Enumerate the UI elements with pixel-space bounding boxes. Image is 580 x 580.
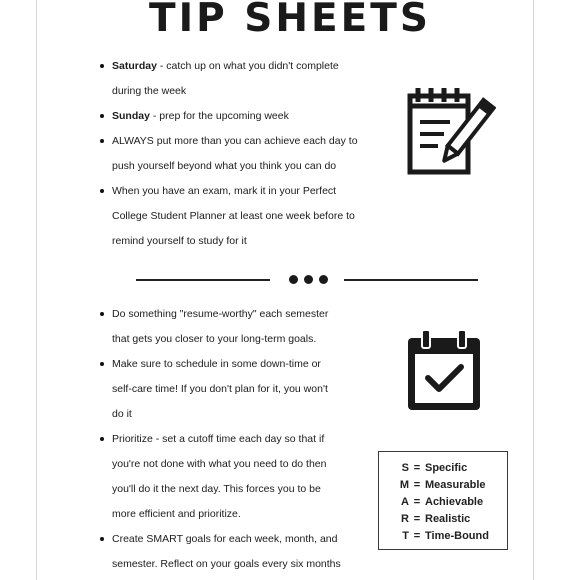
tip-text: Create SMART goals for each week, month, and bbox=[112, 533, 338, 545]
list-item-resume bbox=[98, 302, 370, 327]
equals-sign: = bbox=[413, 496, 421, 508]
smart-row-achievable bbox=[379, 494, 509, 511]
list-item-sunday bbox=[98, 104, 382, 129]
tip-text: College Student Planner at least one week before to bbox=[112, 210, 355, 222]
calendar-ring bbox=[422, 330, 430, 348]
weekly-tips-list bbox=[98, 54, 382, 254]
tip-text: - catch up on what you didn't complete bbox=[156, 60, 339, 72]
equals-sign: = bbox=[413, 530, 421, 542]
tip-text: more efficient and prioritize. bbox=[112, 508, 241, 520]
list-item-continuation bbox=[98, 204, 382, 229]
smart-letter: S bbox=[401, 462, 409, 474]
list-item-continuation bbox=[98, 452, 370, 477]
list-item-continuation bbox=[98, 229, 382, 254]
list-item-self-care bbox=[98, 352, 370, 377]
list-item-continuation bbox=[98, 327, 370, 352]
smart-letter: M bbox=[399, 479, 409, 491]
tip-text: ALWAYS put more than you can achieve each day to bbox=[112, 135, 358, 147]
equals-sign: = bbox=[413, 479, 421, 491]
list-item-continuation bbox=[98, 79, 382, 104]
smart-word: Achievable bbox=[425, 496, 484, 508]
divider-line-left bbox=[136, 279, 270, 281]
list-item-always bbox=[98, 129, 382, 154]
tip-text: Do something "resume-worthy" each semester bbox=[112, 308, 329, 320]
tip-text: do it bbox=[112, 408, 132, 420]
smart-word: Time-Bound bbox=[425, 530, 489, 542]
divider-line-right bbox=[344, 279, 478, 281]
dot bbox=[319, 275, 328, 284]
dot bbox=[304, 275, 313, 284]
tip-text: you're not done with what you need to do then bbox=[112, 458, 327, 470]
notepad-pencil-icon bbox=[404, 82, 496, 178]
smart-word: Specific bbox=[425, 462, 468, 474]
tip-text: - prep for the upcoming week bbox=[149, 110, 289, 122]
semester-tips-list bbox=[98, 302, 370, 577]
list-item-exam bbox=[98, 179, 382, 204]
tip-text: you'll do it the next day. This forces you to be bbox=[112, 483, 321, 495]
calendar-ring bbox=[458, 330, 466, 348]
equals-sign: = bbox=[413, 513, 421, 525]
day-label: Saturday bbox=[112, 60, 157, 72]
tip-text: Prioritize - set a cutoff time each day so that if bbox=[112, 433, 325, 445]
smart-row-measurable bbox=[379, 477, 509, 494]
smart-goals-box bbox=[378, 451, 508, 550]
list-item-continuation bbox=[98, 402, 370, 427]
tip-text: self-care time! If you don't plan for it, you won't bbox=[112, 383, 328, 395]
list-item-prioritize bbox=[98, 427, 370, 452]
list-item-continuation bbox=[98, 552, 370, 577]
tip-text: push yourself beyond what you think you can do bbox=[112, 160, 337, 172]
tip-text: When you have an exam, mark it in your Perfect bbox=[112, 185, 337, 197]
list-item-continuation bbox=[98, 377, 370, 402]
smart-word: Realistic bbox=[425, 513, 471, 525]
calendar-check-icon bbox=[404, 328, 484, 414]
tip-text: semester. Reflect on your goals every six months bbox=[112, 558, 341, 570]
smart-letter: R bbox=[401, 513, 409, 525]
smart-row-time-bound bbox=[379, 528, 509, 545]
day-label: Sunday bbox=[112, 110, 150, 122]
smart-letter: A bbox=[401, 496, 409, 508]
smart-row-realistic bbox=[379, 511, 509, 528]
tip-text: during the week bbox=[112, 85, 187, 97]
list-item-continuation bbox=[98, 502, 370, 527]
page-title: TIP SHEETS bbox=[149, 0, 431, 41]
tip-text: remind yourself to study for it bbox=[112, 235, 247, 247]
smart-row-specific bbox=[379, 460, 509, 477]
tip-text: that gets you closer to your long-term goals. bbox=[112, 333, 317, 345]
calendar-page-shape bbox=[415, 354, 473, 403]
equals-sign: = bbox=[413, 462, 421, 474]
dot bbox=[289, 275, 298, 284]
smart-letter: T bbox=[402, 530, 409, 542]
list-item-saturday bbox=[98, 54, 382, 79]
ellipsis-dots-icon bbox=[287, 274, 331, 286]
smart-word: Measurable bbox=[425, 479, 486, 491]
list-item-continuation bbox=[98, 154, 382, 179]
tip-text: Make sure to schedule in some down-time or bbox=[112, 358, 321, 370]
list-item-continuation bbox=[98, 477, 370, 502]
list-item-smart-goals bbox=[98, 527, 370, 552]
